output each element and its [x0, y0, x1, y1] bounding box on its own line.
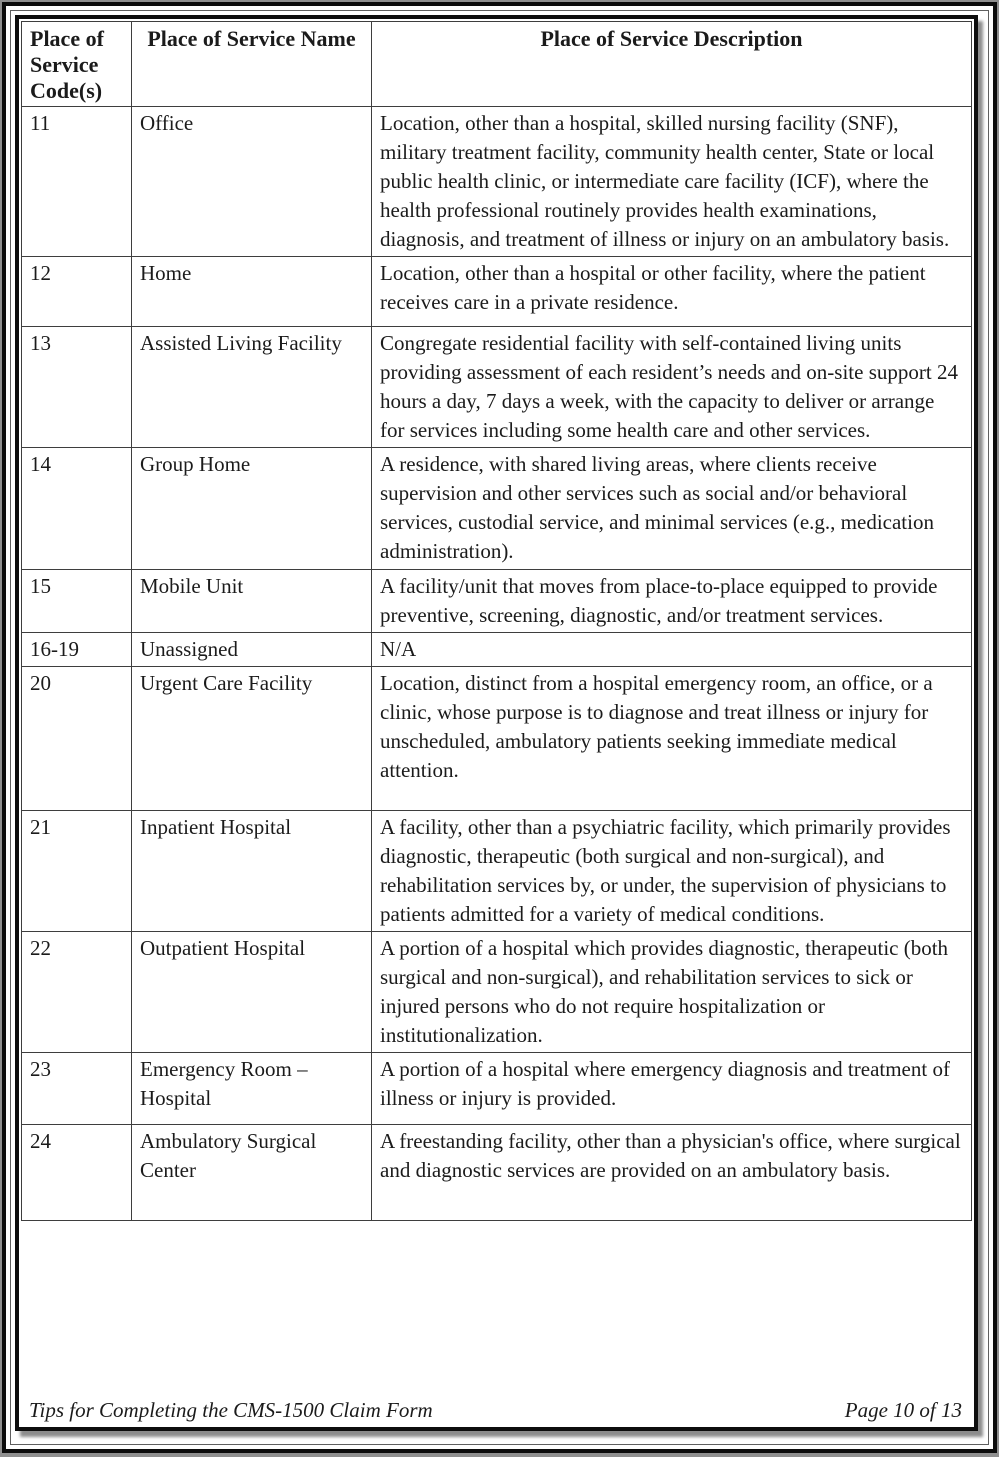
cell-name: Home — [132, 257, 372, 327]
table-row — [22, 633, 972, 667]
cell-description: A portion of a hospital which provides diagnostic, therapeutic (both surgical and non-surgical), and rehabilitation services to sick or injured persons who do not require hospitalization or institutionalization. — [372, 932, 972, 1053]
table-row — [22, 1125, 972, 1221]
cell-code: 16-19 — [22, 633, 132, 667]
cell-name: Inpatient Hospital — [132, 811, 372, 932]
cell-name: Group Home — [132, 448, 372, 570]
table-row — [22, 811, 972, 932]
cell-code: 21 — [22, 811, 132, 932]
table-header — [22, 22, 972, 107]
cell-description: A portion of a hospital where emergency diagnosis and treatment of illness or injury is provided. — [372, 1053, 972, 1125]
page-footer — [19, 1398, 974, 1427]
cell-description: Location, other than a hospital or other facility, where the patient receives care in a private residence. — [372, 257, 972, 327]
cell-code: 15 — [22, 570, 132, 633]
table-row — [22, 327, 972, 448]
cell-code: 22 — [22, 932, 132, 1053]
content-frame — [15, 15, 978, 1431]
cell-code: 13 — [22, 327, 132, 448]
cell-description: Location, distinct from a hospital emergency room, an office, or a clinic, whose purpose is to diagnose and treat illness or injury for unscheduled, ambulatory patients seeking immediate medical attention. — [372, 667, 972, 811]
cell-code: 12 — [22, 257, 132, 327]
table-row — [22, 932, 972, 1053]
header-description: Place of Service Description — [372, 22, 972, 107]
cell-name: Emergency Room – Hospital — [132, 1053, 372, 1125]
cell-name: Ambulatory Surgical Center — [132, 1125, 372, 1221]
cell-description: A freestanding facility, other than a physician's office, where surgical and diagnostic services are provided on an ambulatory basis. — [372, 1125, 972, 1221]
cell-name: Urgent Care Facility — [132, 667, 372, 811]
table-row — [22, 257, 972, 327]
table-header-row — [22, 22, 972, 107]
place-of-service-table — [21, 21, 972, 1221]
cell-code: 14 — [22, 448, 132, 570]
table-row — [22, 1053, 972, 1125]
header-code: Place of Service Code(s) — [22, 22, 132, 107]
footer-page-number: Page 10 of 13 — [844, 1398, 962, 1422]
table-body — [22, 107, 972, 1221]
page-inner-frame — [10, 10, 989, 1445]
page-outer-frame — [2, 2, 997, 1453]
cell-description: A facility/unit that moves from place-to-place equipped to provide preventive, screening, diagnostic, and/or treatment services. — [372, 570, 972, 633]
cell-code: 24 — [22, 1125, 132, 1221]
cell-code: 11 — [22, 107, 132, 257]
cell-description: A facility, other than a psychiatric facility, which primarily provides diagnostic, therapeutic (both surgical and non-surgical), and rehabilitation services by, or under, the supervision of physicians to patients admitted for a variety of medical conditions. — [372, 811, 972, 932]
cell-name: Unassigned — [132, 633, 372, 667]
table-row — [22, 448, 972, 570]
cell-description: N/A — [372, 633, 972, 667]
cell-description: Congregate residential facility with self-contained living units providing assessment of each resident’s needs and on-site support 24 hours a day, 7 days a week, with the capacity to deliver or arrange for services including some health care and other services. — [372, 327, 972, 448]
cell-name: Outpatient Hospital — [132, 932, 372, 1053]
table-row — [22, 667, 972, 811]
cell-name: Office — [132, 107, 372, 257]
cell-code: 23 — [22, 1053, 132, 1125]
cell-description: Location, other than a hospital, skilled nursing facility (SNF), military treatment facility, community health center, State or local public health clinic, or intermediate care facility (ICF), where the health professional routinely provides health examinations, diagnosis, and treatment of illness or injury on an ambulatory basis. — [372, 107, 972, 257]
cell-name: Mobile Unit — [132, 570, 372, 633]
cell-name: Assisted Living Facility — [132, 327, 372, 448]
table-row — [22, 570, 972, 633]
header-name: Place of Service Name — [132, 22, 372, 107]
table-row — [22, 107, 972, 257]
cell-description: A residence, with shared living areas, where clients receive supervision and other services such as social and/or behavioral services, custodial service, and minimal services (e.g., medication administration). — [372, 448, 972, 570]
footer-document-title: Tips for Completing the CMS-1500 Claim Form — [29, 1398, 433, 1422]
cell-code: 20 — [22, 667, 132, 811]
